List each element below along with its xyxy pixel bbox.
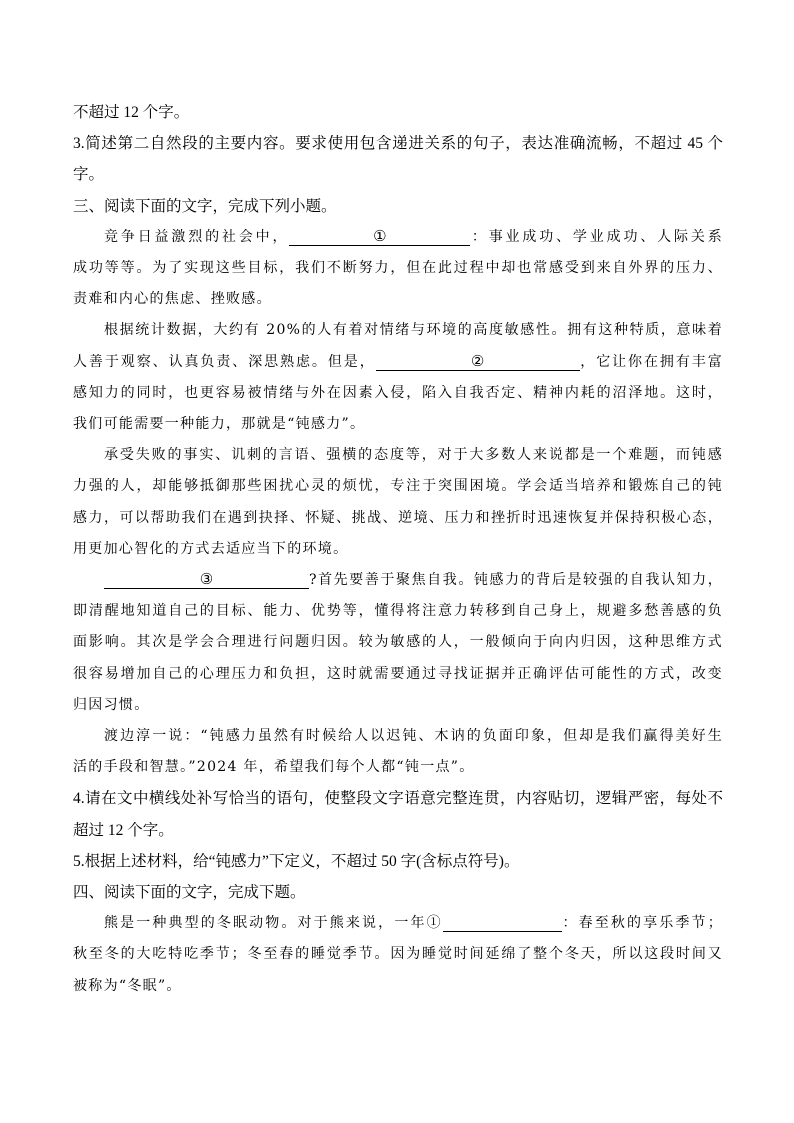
line-text: ，它让你在拥有丰富 [579, 353, 723, 370]
passage-line: 感力，可以帮助我们在遇到抉择、怀疑、挑战、逆境、压力和挫折时迅速恢复并保持积极心态， [73, 509, 723, 526]
answer-blank-2 [376, 353, 580, 371]
answer-blank-1 [289, 228, 470, 246]
passage-line [73, 908, 723, 939]
passage-line: 承受失败的事实、讥刺的言语、强横的态度等，对于大多数人来说都是一个难题，而钝感 [104, 447, 723, 464]
passage-line: 很容易增加自己的心理压力和负担，这时就需要通过寻找证据并正确评估可能性的方式，改变 [73, 665, 723, 682]
passage-line: 活的手段和智慧。”2024 年，希望我们每个人都“钝一点”。 [73, 759, 475, 776]
passage-line: 责难和内心的焦虑、挫败感。 [73, 291, 272, 308]
question-2-continuation: 不超过 12 个字。 [73, 104, 190, 121]
blank-number: ③ [199, 570, 214, 589]
answer-blank-3 [104, 571, 309, 589]
line-text: 人善于观察、认真负责、深思熟虑。但是， [73, 353, 376, 370]
passage-paragraph-3 [73, 440, 723, 565]
question-3-text: 3.简述第二自然段的主要内容。要求使用包含递进关系的句子，表达准确流畅，不超过 45 个 [73, 135, 723, 153]
passage-line: 面影响。其次是学会合理进行问题归因。较为敏感的人，一般倾向于向内归因，这种思维方式 [73, 634, 723, 651]
passage-line [73, 347, 723, 378]
line-text: ：事业成功、学业成功、人际关系 [470, 228, 723, 245]
passage-line: 用更加心智化的方式去适应当下的环境。 [73, 540, 349, 557]
passage-line: 成功等等。为了实现这些目标，我们不断努力，但在此过程中却也常感受到来自外界的压力、 [73, 260, 723, 277]
passage-line: 渡边淳一说：“钝感力虽然有时候给人以迟钝、木讷的负面印象，但却是我们赢得美好生 [104, 728, 723, 745]
passage-paragraph-2 [73, 315, 723, 440]
passage-paragraph-1 [73, 222, 723, 316]
passage-line [73, 222, 723, 253]
question-3-text: 字。 [73, 166, 105, 184]
line-text: ?首先要善于聚焦自我。钝感力的背后是较强的自我认知力， [309, 572, 723, 589]
blank-number: ② [470, 351, 485, 370]
line-text: ：春至秋的享乐季节； [561, 915, 723, 932]
question-4-text: 超过 12 个字。 [73, 821, 174, 839]
answer-blank [443, 914, 562, 932]
passage-line: 根据统计数据，大约有 20%的人有着对情绪与环境的高度敏感性。拥有这种特质，意味着 [104, 322, 723, 339]
passage-line: 即清醒地知道自己的目标、能力、优势等，懂得将注意力转移到自己身上，规避多愁善感的负 [73, 603, 723, 620]
passage-line: 被称为“冬眠”。 [73, 977, 182, 994]
passage-paragraph-5 [73, 721, 723, 783]
section-4-heading: 四、阅读下面的文字，完成下题。 [73, 884, 306, 902]
section-3-heading: 三、阅读下面的文字，完成下列小题。 [73, 197, 337, 215]
bear-passage-paragraph [73, 908, 723, 1002]
passage-paragraph-4 [73, 565, 723, 721]
passage-line: 我们可能需要一种能力，那就是“钝感力”。 [73, 416, 366, 433]
page-content [73, 97, 723, 1002]
passage-line: 秋至冬的大吃特吃季节；冬至春的睡觉季节。因为睡觉时间延绵了整个冬天，所以这段时间又 [73, 946, 723, 963]
line-text: 竞争日益激烈的社会中， [104, 228, 290, 245]
passage-line: 归因习惯。 [73, 696, 150, 713]
blank-number: ① [373, 226, 387, 245]
passage-line [73, 565, 723, 596]
passage-line: 力强的人，却能够抵御那些困扰心灵的烦忧，专注于突围困境。学会适当培养和锻炼自己的钝 [73, 478, 723, 495]
question-4-text: 4.请在文中横线处补写恰当的语句，使整段文字语意完整连贯，内容贴切，逻辑严密，每处不 [73, 790, 723, 808]
question-5-text: 5.根据上述材料，给“钝感力”下定义，不超过 50 字(含标点符号)。 [73, 852, 520, 870]
line-text: 熊是一种典型的冬眠动物。对于熊来说，一年① [104, 915, 443, 932]
passage-line: 感知力的同时，也更容易被情绪与外在因素入侵，陷入自我否定、精神内耗的沼泽地。这时， [73, 384, 723, 401]
